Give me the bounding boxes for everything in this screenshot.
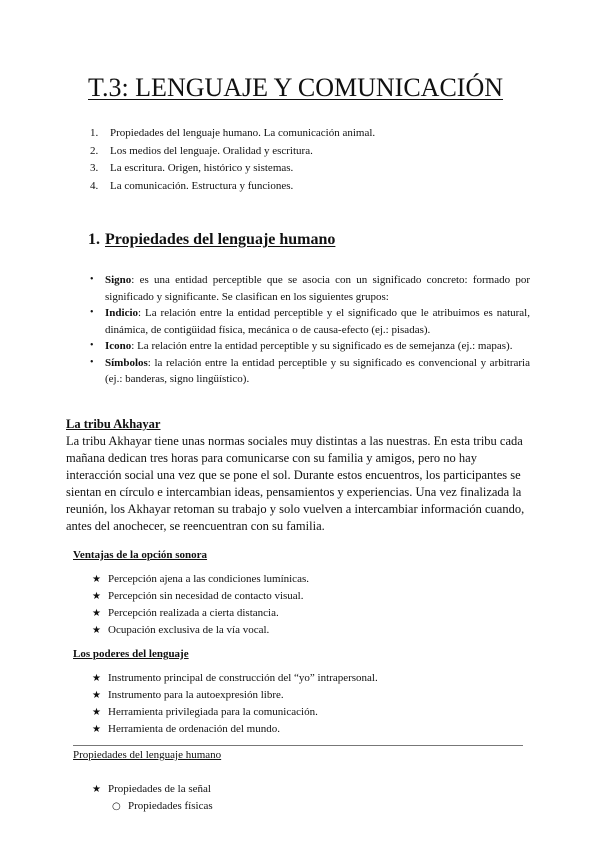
list-item: [92, 605, 309, 622]
toc-number: 4.: [90, 179, 99, 192]
circle-icon: ○: [112, 801, 121, 812]
bullet-icon: •: [90, 307, 94, 318]
poderes-list: [92, 670, 378, 738]
definition-text: : la relación entre la entidad perceptible y su significado es convencional y arbitraria (ej.: banderas, signo lingüístico).: [105, 356, 530, 385]
list-item-text: Percepción realizada a cierta distancia.: [108, 607, 279, 619]
list-item: [92, 721, 378, 738]
list-item-text: Herramienta privilegiada para la comunicación.: [108, 706, 318, 718]
sub-list-item-text: Propiedades físicas: [128, 800, 213, 812]
list-item-text: Ocupación exclusiva de la vía vocal.: [108, 624, 270, 636]
list-item: [92, 687, 378, 704]
definition-term: Indicio: [105, 307, 139, 319]
definition-term: Icono: [105, 340, 132, 352]
list-item-text: Propiedades de la señal: [108, 783, 211, 795]
ventajas-list: [92, 571, 309, 639]
toc-item: [90, 160, 375, 178]
definition-text: : La relación entre la entidad perceptible y su significado es de semejanza (ej.: mapas).: [131, 340, 513, 352]
table-of-contents: [90, 125, 375, 195]
star-icon: ★: [92, 690, 101, 701]
toc-text: La escritura. Origen, histórico y sistemas.: [110, 162, 294, 174]
list-item-text: Instrumento principal de construcción del “yo” intrapersonal.: [108, 672, 378, 684]
star-icon: ★: [92, 625, 101, 636]
bullet-icon: •: [90, 356, 94, 368]
section-heading: [88, 230, 335, 250]
toc-number: 1.: [90, 127, 99, 139]
toc-number: 2.: [90, 144, 99, 157]
toc-item: [90, 178, 375, 196]
star-icon: ★: [92, 574, 101, 585]
page-title: T.3: LENGUAJE Y COMUNICACIÓN: [88, 73, 504, 102]
star-icon: ★: [92, 608, 101, 619]
sub-list: [92, 798, 213, 815]
ventajas-heading: Ventajas de la opción sonora: [73, 549, 208, 561]
sub-list-item: [112, 798, 213, 815]
list-item: [92, 670, 378, 687]
toc-text: La comunicación. Estructura y funciones.: [110, 179, 294, 192]
star-icon: ★: [92, 707, 101, 718]
list-item: [92, 622, 309, 639]
definition-text: : es una entidad perceptible que se asocia con un significado concreto: formado por significado y significante. Se clasifican en los siguientes grupos:: [105, 274, 530, 303]
star-icon: ★: [92, 591, 101, 602]
story-title: La tribu Akhayar: [66, 417, 161, 431]
poderes-heading: Los poderes del lenguaje: [73, 648, 189, 660]
section-title: Propiedades del lenguaje humano: [105, 231, 336, 248]
star-icon: ★: [92, 724, 101, 735]
list-item-text: Percepción sin necesidad de contacto visual.: [108, 590, 304, 602]
definition-item: [90, 338, 530, 355]
definition-term: Símbolos: [105, 356, 148, 369]
bullet-icon: •: [90, 340, 94, 351]
list-item: [92, 781, 213, 815]
list-item: [92, 704, 378, 721]
toc-item: [90, 143, 375, 161]
section-divider: [73, 745, 523, 746]
bullet-icon: •: [90, 274, 94, 285]
toc-text: Propiedades del lenguaje humano. La comunicación animal.: [110, 127, 376, 139]
list-item-text: Herramienta de ordenación del mundo.: [108, 723, 280, 735]
propiedades-list: [92, 781, 213, 815]
star-icon: ★: [92, 784, 101, 795]
list-item: [92, 571, 309, 588]
list-item-text: Percepción ajena a las condiciones lumínicas.: [108, 573, 309, 585]
definition-list: [90, 272, 530, 388]
list-item-text: Instrumento para la autoexpresión libre.: [108, 689, 284, 701]
story-paragraph: La tribu Akhayar tiene unas normas sociales muy distintas a las nuestras. En esta tribu cada mañana dedican tres horas para comunicarse con su familia y amigos, pero no hay interacción social una vez que se pone el sol. Durante estos encuentros, los participantes se sientan en círculo e intercambian ideas, pensamientos y experiencias. Una vez finalizada la reunión, los Akhayar retoman su trabajo y solo vuelven a intercambiar información cuando, antes del anochecer, se reencuentran con su familia.: [66, 434, 525, 533]
definition-text: : La relación entre la entidad perceptible y el significado que le atribuimos es natural, dinámica, de contigüidad física, mecánica o de causa-efecto (ej.: pisadas).: [105, 307, 530, 336]
propiedades-heading: Propiedades del lenguaje humano: [73, 749, 222, 761]
section-number: 1.: [88, 231, 100, 248]
toc-item: [90, 125, 375, 143]
toc-number: 3.: [90, 162, 99, 174]
definition-item: [90, 355, 530, 388]
definition-term: Signo: [105, 274, 132, 286]
star-icon: ★: [92, 673, 101, 684]
definition-item: [90, 305, 530, 338]
definition-item: [90, 272, 530, 305]
toc-text: Los medios del lenguaje. Oralidad y escritura.: [110, 144, 313, 157]
list-item: [92, 588, 309, 605]
